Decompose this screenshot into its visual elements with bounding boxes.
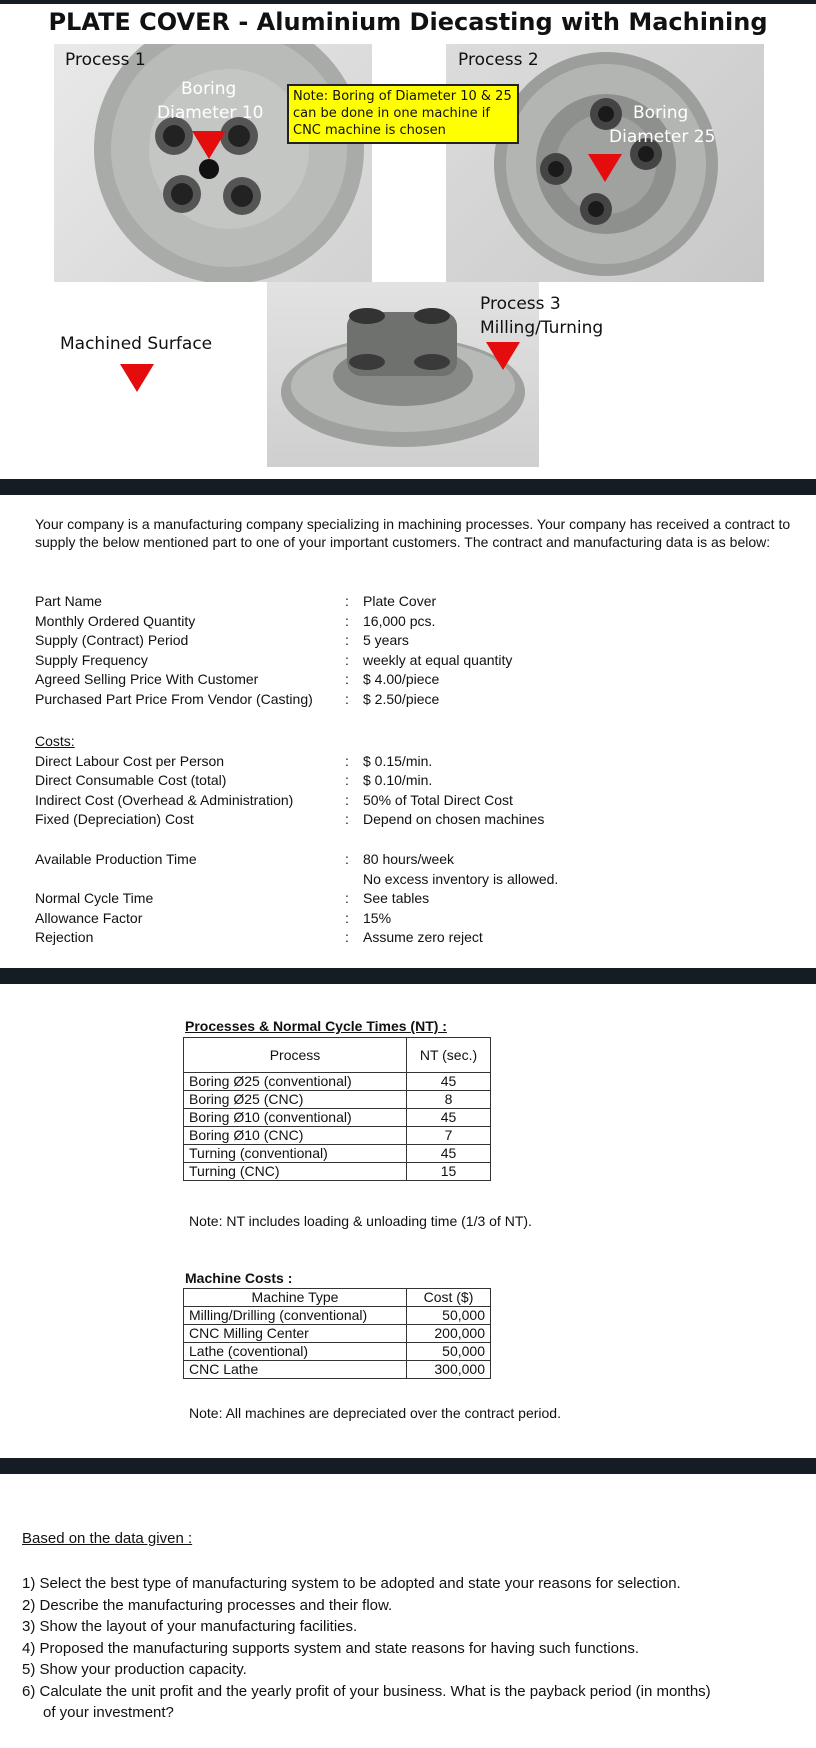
cost-value: $ 0.10/min. [363, 772, 433, 788]
milling-turning-label: Milling/Turning [480, 318, 604, 338]
column-header-cost: Cost ($) [407, 1289, 491, 1307]
table-cell: CNC Milling Center [184, 1325, 407, 1343]
questions-list [22, 1573, 802, 1724]
cost-value: $ 0.15/min. [363, 752, 433, 769]
column-header-nt: NT (sec.) [407, 1038, 491, 1073]
production-row: Allowance Factor : 15% [35, 909, 558, 929]
table-cell: Boring Ø25 (conventional) [184, 1073, 407, 1091]
question-item: of your investment? [43, 1704, 174, 1721]
cost-row: Fixed (Depreciation) Cost : Depend on chosen machines [35, 810, 544, 830]
table-cell: CNC Lathe [184, 1361, 407, 1379]
table-cell: 50,000 [407, 1343, 491, 1361]
table-cell: 8 [407, 1091, 491, 1109]
table-row [184, 1361, 491, 1379]
top-bar [0, 0, 816, 4]
separator-bar-3 [0, 1458, 816, 1474]
table-cell: Boring Ø25 (CNC) [184, 1091, 407, 1109]
table-row [184, 1127, 491, 1145]
machined-surface-label: Machined Surface [60, 334, 213, 354]
table-cell: Boring Ø10 (CNC) [184, 1127, 407, 1145]
production-row: Normal Cycle Time : See tables [35, 889, 558, 909]
cost-row: Direct Consumable Cost (total) : $ 0.10/min. [35, 771, 544, 791]
table-cell: 200,000 [407, 1325, 491, 1343]
boring-10-label-1: Boring [181, 79, 237, 99]
production-label: Available Production Time [35, 851, 197, 867]
cost-label: Direct Labour Cost per Person [35, 752, 225, 769]
production-note: No excess inventory is allowed. [363, 870, 559, 887]
table-cell: 15 [407, 1163, 491, 1181]
question-item: 6) Calculate the unit profit and the yearly profit of your business. What is the payback period (in months) [22, 1682, 711, 1700]
production-data [35, 850, 558, 948]
contract-row: Supply (Contract) Period : 5 years [35, 631, 512, 651]
contract-row: Purchased Part Price From Vendor (Casting) : $ 2.50/piece [35, 690, 512, 710]
table-row [184, 1163, 491, 1181]
table-cell: 45 [407, 1109, 491, 1127]
table-cell: Lathe (coventional) [184, 1343, 407, 1361]
table-header-row [184, 1289, 491, 1307]
machine-table-note: Note: All machines are depreciated over the contract period. [189, 1405, 561, 1421]
contract-label: Supply Frequency [35, 651, 148, 668]
contract-label: Part Name [35, 593, 102, 609]
production-row: Available Production Time : 80 hours/week [35, 850, 558, 870]
table-row [184, 1307, 491, 1325]
contract-row: Part Name : Plate Cover [35, 592, 512, 612]
table-row [184, 1109, 491, 1127]
table-row [184, 1343, 491, 1361]
contract-value: 16,000 pcs. [363, 612, 436, 629]
nt-table-note: Note: NT includes loading & unloading time (1/3 of NT). [189, 1213, 532, 1229]
cost-value: Depend on chosen machines [363, 811, 545, 827]
table-row [184, 1325, 491, 1343]
process-1-label: Process 1 [65, 50, 146, 70]
question-item: 1) Select the best type of manufacturing system to be adopted and state your reasons for selection. [22, 1575, 681, 1592]
page-title: PLATE COVER - Aluminium Diecasting with Machining [48, 8, 768, 36]
cost-label: Indirect Cost (Overhead & Administration) [35, 791, 294, 808]
contract-value: Plate Cover [363, 593, 437, 609]
production-row [35, 870, 558, 890]
contract-value: weekly at equal quantity [363, 651, 513, 668]
question-item: 2) Describe the manufacturing processes and their flow. [22, 1596, 393, 1614]
table-cell: 7 [407, 1127, 491, 1145]
contract-label: Agreed Selling Price With Customer [35, 671, 259, 687]
note-line-3: CNC machine is chosen [293, 123, 446, 138]
marker-machined-surface [120, 364, 154, 392]
cost-value: 50% of Total Direct Cost [363, 791, 513, 808]
table-cell: Turning (CNC) [184, 1163, 407, 1181]
note-line-2: can be done in one machine if [293, 106, 490, 121]
table-header-row [184, 1038, 491, 1073]
production-value: 15% [363, 909, 392, 926]
table-cell: 50,000 [407, 1307, 491, 1325]
question-item: 3) Show the layout of your manufacturing facilities. [22, 1618, 358, 1635]
table-cell: 45 [407, 1145, 491, 1163]
table-cell: Turning (conventional) [184, 1145, 407, 1163]
production-value: See tables [363, 890, 430, 906]
table-row [184, 1073, 491, 1091]
boring-10-label-2: Diameter 10 [157, 103, 264, 123]
table-cell: Boring Ø10 (conventional) [184, 1109, 407, 1127]
production-label: Normal Cycle Time [35, 890, 154, 906]
contract-label: Supply (Contract) Period [35, 632, 189, 648]
contract-value: $ 4.00/piece [363, 671, 440, 687]
contract-value: $ 2.50/piece [363, 690, 440, 707]
question-item: 4) Proposed the manufacturing supports system and state reasons for having such functions. [22, 1639, 640, 1657]
contract-row: Agreed Selling Price With Customer : $ 4.00/piece [35, 670, 512, 690]
machine-table-caption: Machine Costs : [185, 1270, 293, 1286]
intro-paragraph: Your company is a manufacturing company specializing in machining processes. Your company has received a contract to supply the below mentioned part to one of your important customers. The contract and manufacturing data is as below: [35, 516, 791, 550]
cost-row: Direct Labour Cost per Person : $ 0.15/min. [35, 752, 544, 772]
questions-heading: Based on the data given : [22, 1530, 193, 1547]
column-header-process: Process [184, 1038, 407, 1073]
separator-bar-1 [0, 479, 816, 495]
marker-boring-25 [588, 154, 622, 182]
marker-milling-turning [486, 342, 520, 370]
cnc-note-box [287, 84, 519, 144]
separator-bar-2 [0, 968, 816, 984]
production-label: Rejection [35, 929, 94, 945]
boring-25-label-2: Diameter 25 [609, 127, 716, 147]
contract-label: Purchased Part Price From Vendor (Casting) [35, 690, 313, 707]
contract-data [35, 592, 512, 709]
table-cell: 300,000 [407, 1361, 491, 1379]
note-line-1: Note: Boring of Diameter 10 & 25 [293, 89, 512, 104]
production-value: 80 hours/week [363, 851, 455, 867]
table-cell: 45 [407, 1073, 491, 1091]
process-2-label: Process 2 [458, 50, 539, 70]
nt-table-caption: Processes & Normal Cycle Times (NT) : [185, 1018, 447, 1034]
column-header-machine-type: Machine Type [184, 1289, 407, 1307]
contract-row: Monthly Ordered Quantity : 16,000 pcs. [35, 612, 512, 632]
production-row: Rejection : Assume zero reject [35, 928, 558, 948]
production-label: Allowance Factor [35, 909, 143, 926]
costs-data [35, 732, 544, 830]
contract-row: Supply Frequency : weekly at equal quantity [35, 651, 512, 671]
question-item: 5) Show your production capacity. [22, 1661, 247, 1678]
marker-boring-10 [192, 131, 226, 159]
cost-label: Fixed (Depreciation) Cost [35, 811, 194, 827]
table-cell: Milling/Drilling (conventional) [184, 1307, 407, 1325]
process-3-label: Process 3 [480, 294, 561, 314]
contract-label: Monthly Ordered Quantity [35, 612, 196, 629]
contract-value: 5 years [363, 632, 409, 648]
cost-label: Direct Consumable Cost (total) [35, 772, 227, 788]
costs-heading: Costs: [35, 733, 75, 749]
boring-25-label-1: Boring [633, 103, 689, 123]
table-row [184, 1091, 491, 1109]
table-row [184, 1145, 491, 1163]
production-value: Assume zero reject [363, 929, 483, 945]
nt-table [183, 1037, 491, 1181]
machine-table [183, 1288, 491, 1379]
cost-row: Indirect Cost (Overhead & Administration) : 50% of Total Direct Cost [35, 791, 544, 811]
